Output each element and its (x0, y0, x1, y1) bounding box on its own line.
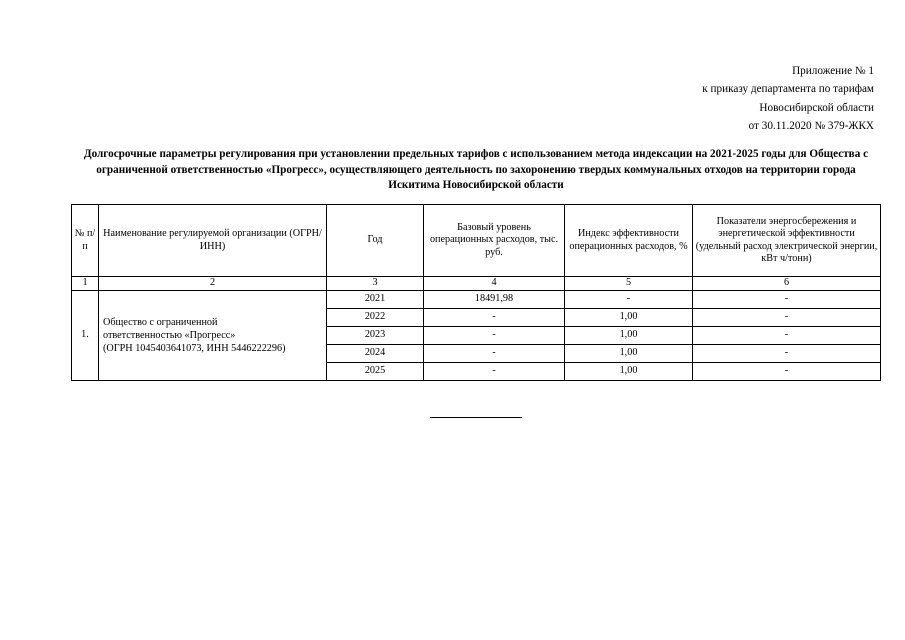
header-cell-base-level: Базовый уровень операционных расходов, тыс. руб. (424, 205, 565, 277)
table-header-row (72, 205, 881, 277)
header-cell-energy-indicators: Показатели энергосбережения и энергетической эффективности (удельный расход электрической энергии, кВт ч/тонн) (693, 205, 881, 277)
energy-indicator-cell: - (693, 326, 881, 344)
column-number-row (72, 277, 881, 291)
base-level-cell: - (424, 344, 565, 362)
row-number-cell: 1. (72, 290, 99, 380)
organization-cell (99, 290, 327, 380)
base-level-cell: - (424, 326, 565, 344)
energy-indicator-cell: - (693, 362, 881, 380)
year-cell: 2024 (327, 344, 424, 362)
column-number: 1 (72, 277, 99, 291)
organization-ids: (ОГРН 1045403641073, ИНН 5446222296) (103, 342, 286, 354)
efficiency-index-cell: - (565, 290, 693, 308)
header-cell-efficiency-index: Индекс эффективности операционных расходов, % (565, 205, 693, 277)
column-number: 4 (424, 277, 565, 291)
header-cell-year: Год (327, 205, 424, 277)
table-row (72, 290, 881, 308)
document-title: Долгосрочные параметры регулирования при установлении предельных тарифов с использованием метода индексации на 2021-2025 годы для Общества с ограниченной ответственностью «Прогресс», осуществляющего деятельность по захоронению твердых коммунальных отходов на территории города Искитима Новосибирской области (83, 148, 869, 191)
efficiency-index-cell: 1,00 (565, 362, 693, 380)
column-number: 5 (565, 277, 693, 291)
year-cell: 2022 (327, 308, 424, 326)
energy-indicator-cell: - (693, 290, 881, 308)
energy-indicator-cell: - (693, 308, 881, 326)
appendix-line: Новосибирской области (759, 101, 874, 114)
year-cell: 2021 (327, 290, 424, 308)
base-level-cell: 18491,98 (424, 290, 565, 308)
base-level-cell: - (424, 362, 565, 380)
year-cell: 2023 (327, 326, 424, 344)
footer-divider (430, 417, 522, 418)
column-number: 2 (99, 277, 327, 291)
efficiency-index-cell: 1,00 (565, 326, 693, 344)
energy-indicator-cell: - (693, 344, 881, 362)
efficiency-index-cell: 1,00 (565, 308, 693, 326)
column-number: 3 (327, 277, 424, 291)
header-cell-number: № п/п (72, 205, 99, 277)
year-cell: 2025 (327, 362, 424, 380)
parameters-table (71, 204, 881, 381)
appendix-block (702, 62, 874, 135)
base-level-cell: - (424, 308, 565, 326)
header-cell-organization: Наименование регулируемой организации (ОГРН/ИНН) (99, 205, 327, 277)
efficiency-index-cell: 1,00 (565, 344, 693, 362)
appendix-line: Приложение № 1 (792, 65, 874, 77)
organization-name-line: ответственностью «Прогресс» (103, 329, 236, 341)
organization-name-line: Общество с ограниченной (103, 316, 218, 328)
appendix-line: к приказу департамента по тарифам (702, 83, 874, 96)
appendix-line: от 30.11.2020 № 379-ЖКХ (748, 119, 874, 132)
column-number: 6 (693, 277, 881, 291)
